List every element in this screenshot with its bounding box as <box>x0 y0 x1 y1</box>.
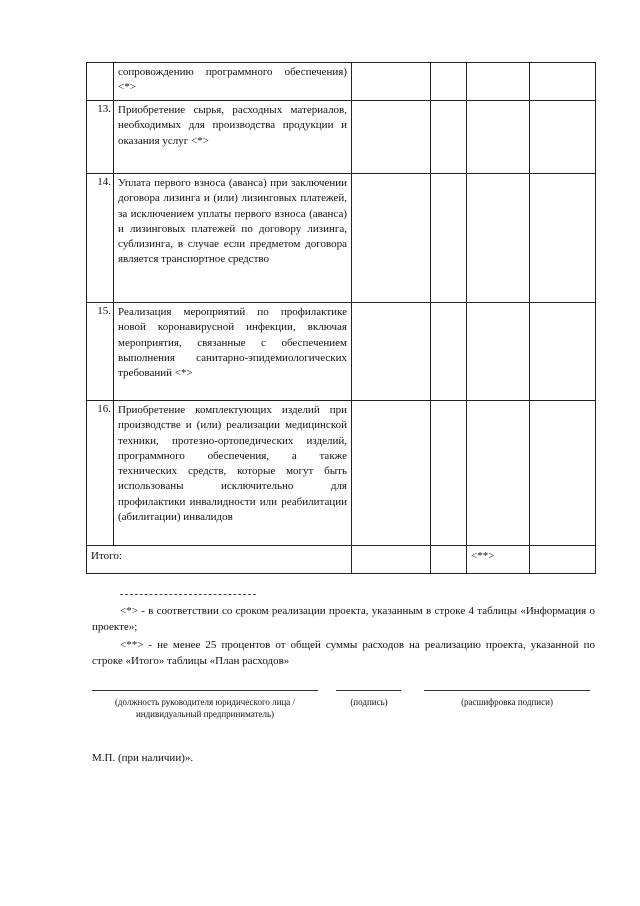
row-number: 15. <box>87 303 114 401</box>
table-cell <box>431 101 467 174</box>
table-cell <box>530 546 596 574</box>
expense-plan-table <box>86 62 596 574</box>
row-number: 14. <box>87 174 114 303</box>
row-number <box>87 63 114 101</box>
stamp-note: М.П. (при наличии)». <box>92 752 194 764</box>
table-row <box>87 174 596 303</box>
table-cell <box>431 546 467 574</box>
table-cell <box>352 303 431 401</box>
decode-label: (расшифровка подписи) <box>461 697 553 707</box>
position-label: (должность руководителя юридического лица / индивидуальный предприниматель) <box>114 697 296 719</box>
footnote-2: <**> - не менее 25 процентов от общей суммы расходов на реализацию проекта, указанной по строке «Итого» таблицы «План расходов» <box>92 639 595 667</box>
sign-line <box>336 690 401 691</box>
table-cell <box>467 401 530 546</box>
footnote-separator <box>120 594 256 595</box>
row-description: Реализация мероприятий по профилактике новой коронавирусной инфекции, включая мероприятия, связанные с обеспечением выполнения санитарно-эпидемиологических требований <*> <box>114 303 352 401</box>
sign-label: (подпись) <box>350 697 388 707</box>
table-cell <box>530 303 596 401</box>
table-cell <box>530 63 596 101</box>
table-cell <box>530 101 596 174</box>
row-description: Приобретение комплектующих изделий при производстве и (или) реализации медицинской техники, протезно-ортопедических изделий, программного обеспечения, а также технических средств, которые могут быть использованы исключительно для профилактики инвалидности или реабилитации (абилитации) инвалидов <box>114 401 352 546</box>
table-cell <box>467 174 530 303</box>
table-cell <box>431 401 467 546</box>
table-cell <box>431 63 467 101</box>
table-cell <box>352 63 431 101</box>
table-cell <box>530 401 596 546</box>
row-number: 13. <box>87 101 114 174</box>
row-description: Приобретение сырья, расходных материалов, необходимых для производства продукции и оказания услуг <*> <box>114 101 352 174</box>
table-cell <box>467 303 530 401</box>
table-row <box>87 63 596 101</box>
table-cell <box>352 174 431 303</box>
table-cell <box>467 63 530 101</box>
row-description: сопровождению программного обеспечения) <*> <box>114 63 352 101</box>
total-row <box>87 546 596 574</box>
table-cell <box>352 401 431 546</box>
table-row <box>87 303 596 401</box>
table-cell <box>431 174 467 303</box>
row-number: 16. <box>87 401 114 546</box>
table-cell <box>530 174 596 303</box>
table-row <box>87 401 596 546</box>
table-cell <box>352 546 431 574</box>
table-cell <box>431 303 467 401</box>
table-cell <box>352 101 431 174</box>
decode-signature-line <box>424 690 590 691</box>
position-signature-line <box>92 690 318 691</box>
footnote-1: <*> - в соответствии со сроком реализации проекта, указанным в строке 4 таблицы «Информация о проекте»; <box>92 605 595 633</box>
total-value: <**> <box>467 546 530 574</box>
row-description: Уплата первого взноса (аванса) при заключении договора лизинга и (или) лизинговых платежей, за исключением уплаты первого взноса (аванса) и лизинговых платежей по договору лизинга, сублизинга, в случае если предметом договора является транспортное средство <box>114 174 352 303</box>
table-row <box>87 101 596 174</box>
table-cell <box>467 101 530 174</box>
total-label: Итого: <box>87 546 352 574</box>
